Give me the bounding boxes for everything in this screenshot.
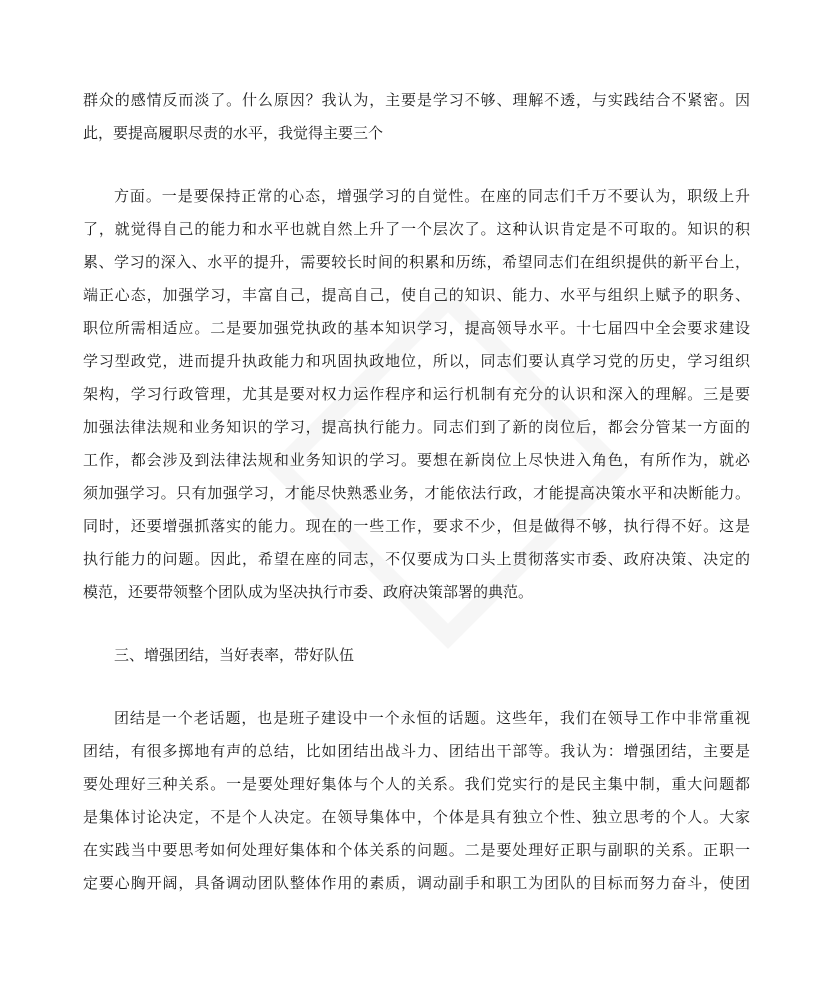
text-line: 执行能力的问题。因此，希望在座的同志，不仅要成为口头上贯彻落实市委、政府决策、决定的: [83, 550, 750, 568]
text-line: 方面。一是要保持正常的心态，增强学习的自觉性。在座的同志们千万不要认为，职级上升: [114, 187, 750, 205]
text-line: 工作，都会涉及到法律法规和业务知识的学习。要想在新岗位上尽快进入角色，有所作为，就必: [83, 451, 750, 469]
text-line: 架构，学习行政管理，尤其是要对权力运作程序和运行机制有充分的认识和深入的理解。三是要: [83, 385, 750, 403]
text-line: 端正心态，加强学习，丰富自己，提高自己，使自己的知识、能力、水平与组织上赋予的职务、: [83, 286, 750, 304]
text-line: 同时，还要增强抓落实的能力。现在的一些工作，要求不少，但是做得不够，执行得不好。这是: [83, 517, 750, 535]
text-line: 团结是一个老话题，也是班子建设中一个永恒的话题。这些年，我们在领导工作中非常重视: [114, 709, 750, 727]
text-line: 在实践当中要思考如何处理好集体和个体关系的问题。二是要处理好正职与副职的关系。正职一: [83, 841, 750, 859]
document-page: [83, 84, 750, 900]
text-line: 要处理好三种关系。一是要处理好集体与个人的关系。我们党实行的是民主集中制，重大问题都: [83, 775, 750, 793]
text-line: 加强法律法规和业务知识的学习，提高执行能力。同志们到了新的岗位后，都会分管某一方面的: [83, 418, 750, 436]
text-line: 此，要提高履职尽责的水平，我觉得主要三个: [83, 124, 384, 142]
text-line: 须加强学习。只有加强学习，才能尽快熟悉业务，才能依法行政，才能提高决策水平和决断能力。: [83, 484, 750, 502]
text-line: 职位所需相适应。二是要加强党执政的基本知识学习，提高领导水平。十七届四中全会要求建设: [83, 319, 750, 337]
section-heading: 三、增强团结，当好表率，带好队伍: [114, 646, 355, 664]
paragraph: [83, 702, 750, 900]
text-line: 学习型政党，进而提升执政能力和巩固执政地位，所以，同志们要认真学习党的历史，学习组织: [83, 352, 750, 370]
paragraph: [83, 180, 750, 609]
text-line: 模范，还要带领整个团队成为坚决执行市委、政府决策部署的典范。: [83, 583, 534, 601]
paragraph: [83, 84, 750, 150]
text-line: 定要心胸开阔，具备调动团队整体作用的素质，调动副手和职工为团队的目标而努力奋斗，使团: [83, 874, 750, 892]
text-line: 了，就觉得自己的能力和水平也就自然上升了一个层次了。这种认识肯定是不可取的。知识的积: [83, 220, 750, 238]
text-line: 累、学习的深入、水平的提升，需要较长时间的积累和历练，希望同志们在组织提供的新平台上，: [83, 253, 750, 271]
text-line: 是集体讨论决定，不是个人决定。在领导集体中，个体是具有独立个性、独立思考的个人。大家: [83, 808, 750, 826]
text-line: 群众的感情反而淡了。什么原因？我认为，主要是学习不够、理解不透，与实践结合不紧密。因: [83, 91, 750, 109]
text-line: 团结，有很多掷地有声的总结，比如团结出战斗力、团结出干部等。我认为：增强团结，主要是: [83, 742, 750, 760]
